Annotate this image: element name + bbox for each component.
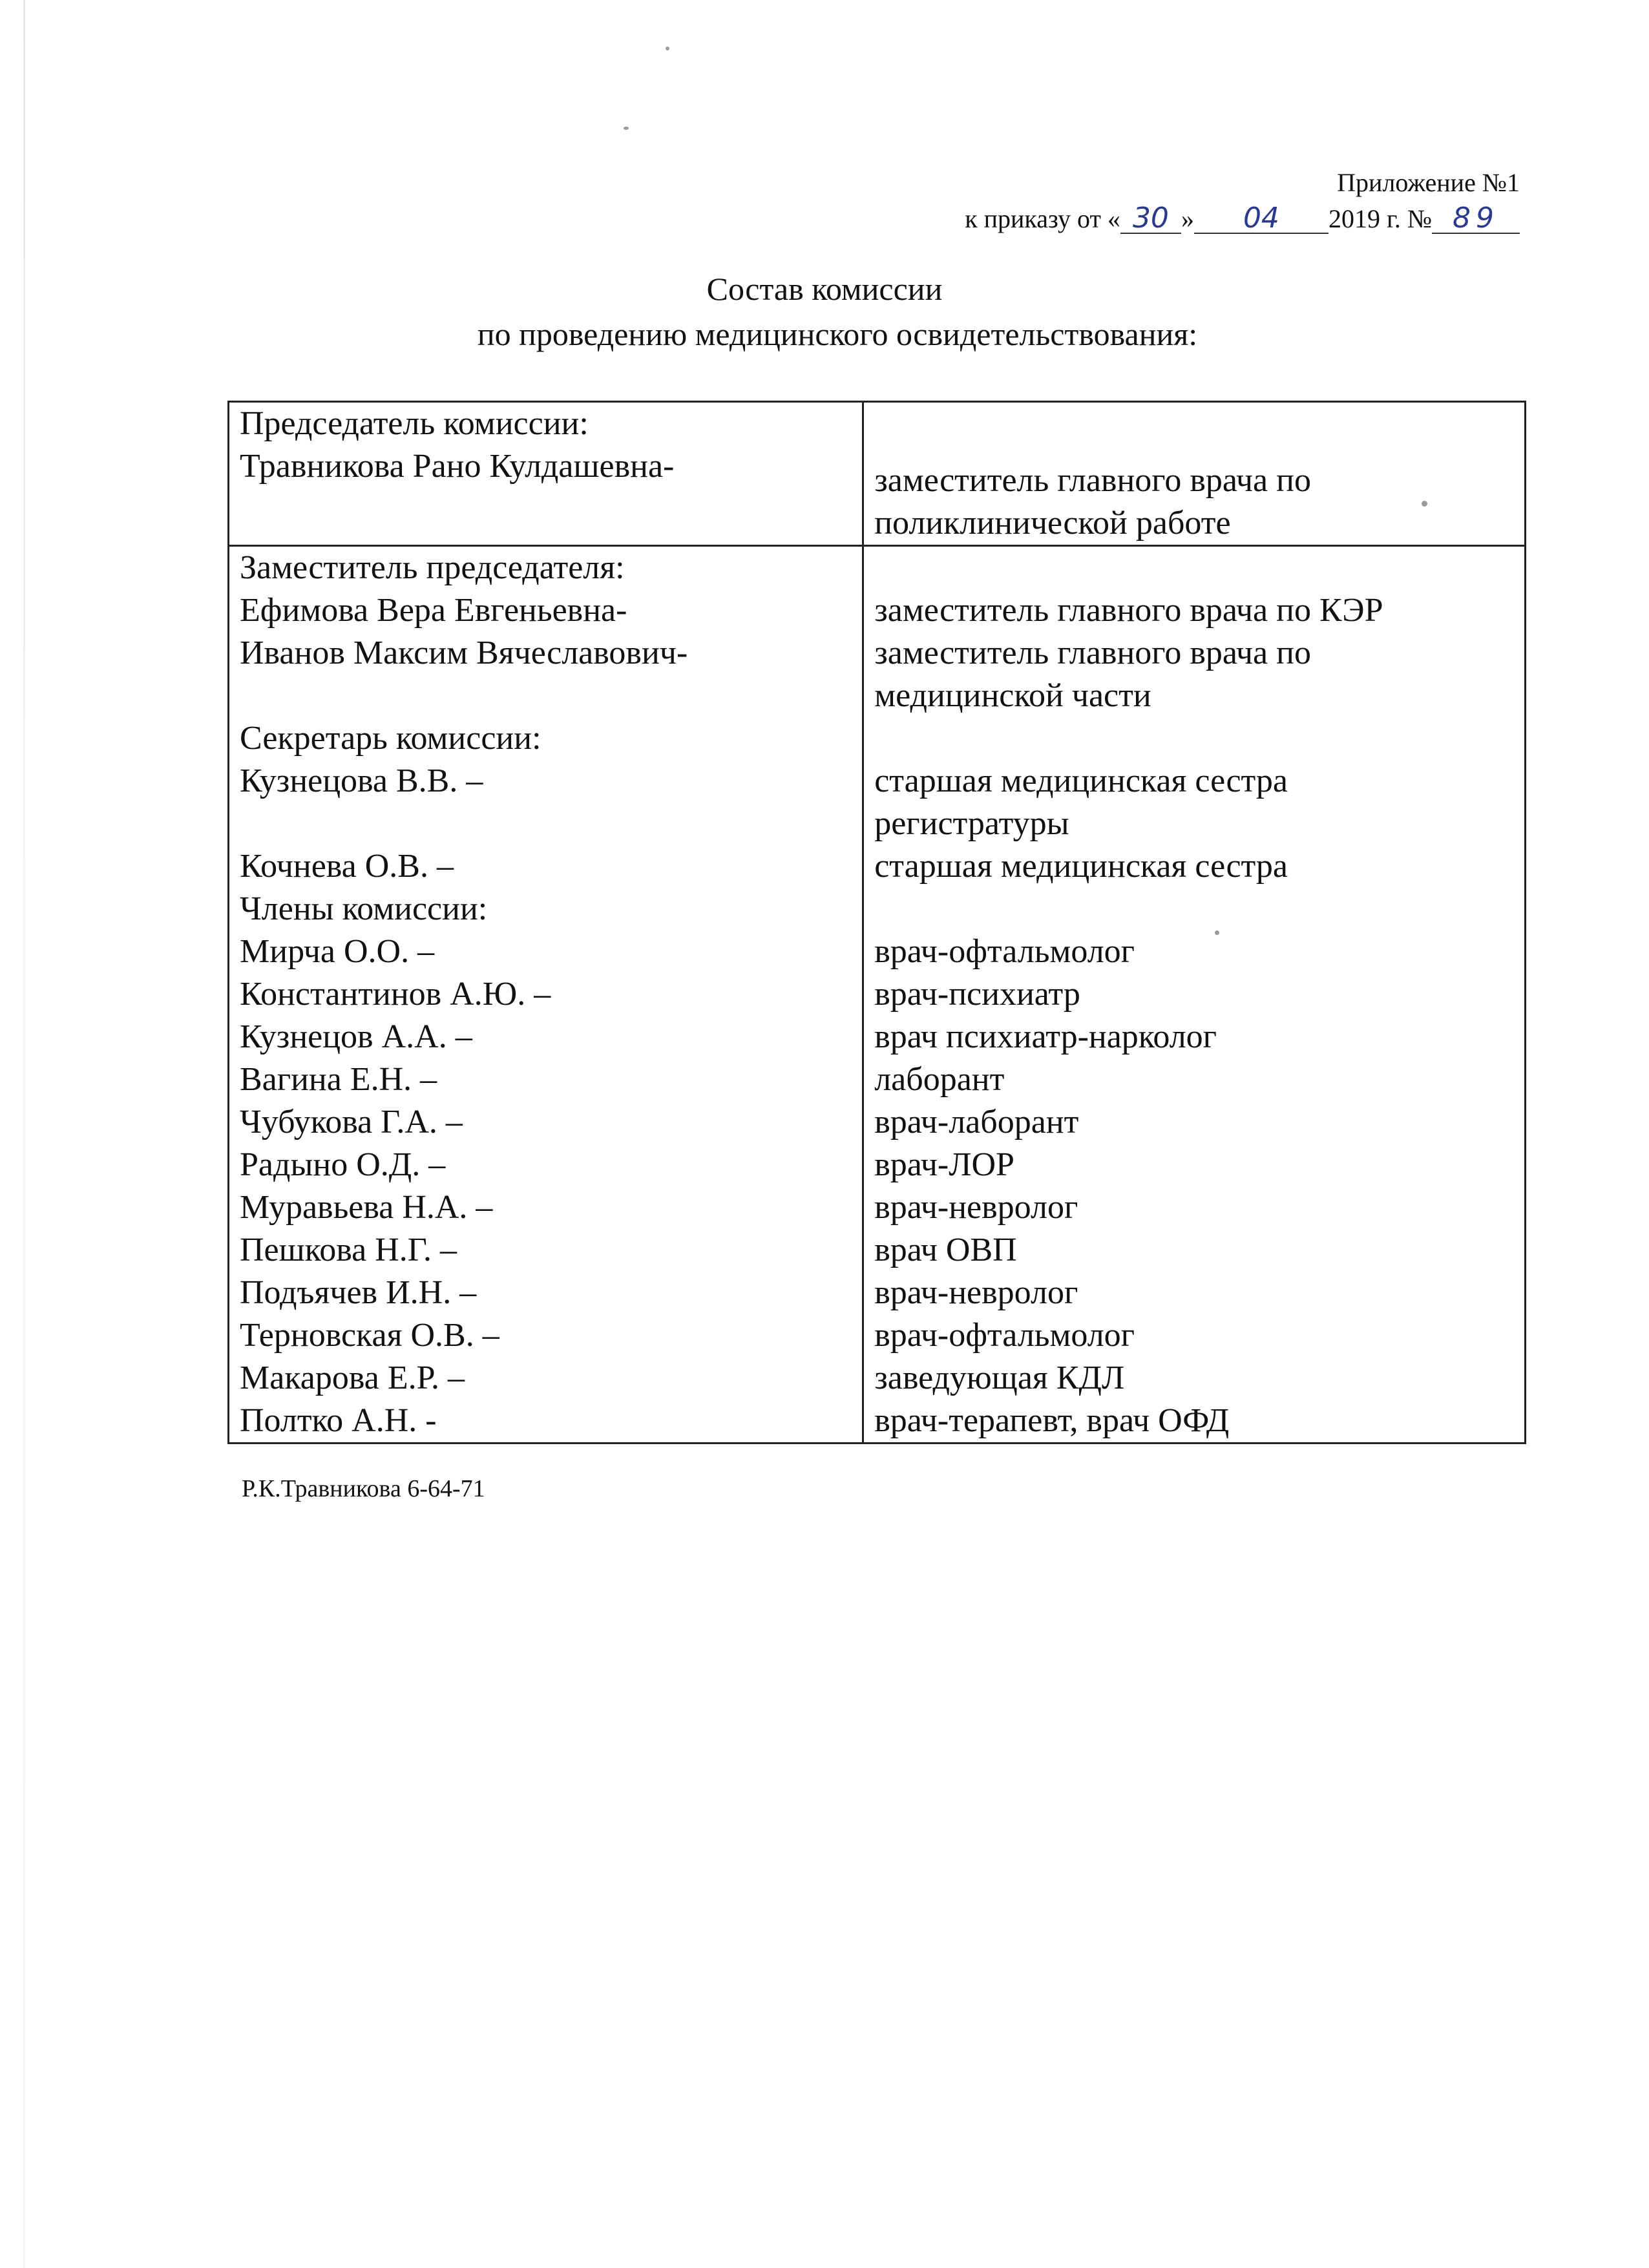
table-line: Мирча О.О. – bbox=[240, 933, 435, 970]
order-year: 2019 г. № bbox=[1328, 204, 1432, 233]
table-line: Пешкова Н.Г. – bbox=[240, 1232, 457, 1268]
table-line: Кочнева О.В. – bbox=[240, 848, 454, 885]
table-line: Вагина Е.Н. – bbox=[240, 1061, 437, 1098]
scan-speck bbox=[666, 47, 669, 50]
table-line: Кузнецов А.А. – bbox=[240, 1018, 472, 1055]
scan-speck bbox=[624, 127, 629, 130]
table-line bbox=[240, 803, 852, 845]
table-line: врач ОВП bbox=[874, 1232, 1017, 1268]
member-names-cell bbox=[229, 546, 863, 1444]
table-line: Радыно О.Д. – bbox=[240, 1146, 446, 1183]
title-line-2: по проведению медицинского освидетельствования: bbox=[477, 316, 1198, 352]
table-line: старшая медицинская сестра bbox=[874, 848, 1288, 885]
table-line: Полтко А.Н. - bbox=[240, 1402, 437, 1439]
table-line: Члены комиссии: bbox=[240, 890, 488, 927]
table-line: врач-офтальмолог bbox=[874, 1317, 1135, 1354]
order-reference-line bbox=[965, 201, 1520, 237]
table-line: поликлинической работе bbox=[874, 505, 1231, 541]
table-line: Ефимова Вера Евгеньевна- bbox=[240, 592, 627, 629]
appendix-label: Приложение №1 bbox=[1337, 168, 1520, 197]
table-line bbox=[240, 675, 852, 717]
contact-footer: Р.К.Травникова 6-64-71 bbox=[242, 1475, 485, 1502]
table-line: Кузнецова В.В. – bbox=[240, 762, 483, 799]
table-line: заместитель главного врача по bbox=[874, 462, 1311, 499]
commission-table bbox=[227, 401, 1526, 1444]
table-line bbox=[874, 888, 1514, 930]
table-line: врач-лаборант bbox=[874, 1104, 1079, 1140]
table-line: врач-терапевт, врач ОФД bbox=[874, 1402, 1230, 1439]
table-line: Иванов Максим Вячеславович- bbox=[240, 635, 688, 671]
table-line: заместитель главного врача по КЭР bbox=[874, 592, 1383, 629]
table-line: лаборант bbox=[874, 1061, 1005, 1098]
table-line: Заместитель председателя: bbox=[240, 549, 625, 586]
table-line: Чубукова Г.А. – bbox=[240, 1104, 463, 1140]
table-line bbox=[874, 717, 1514, 760]
table-line: заместитель главного врача по bbox=[874, 635, 1311, 671]
order-day-handwritten: 30 bbox=[1120, 204, 1181, 234]
table-line: врач-ЛОР bbox=[874, 1146, 1014, 1183]
table-line: врач-невролог bbox=[874, 1189, 1078, 1226]
chairman-names-cell bbox=[229, 402, 863, 546]
document-title bbox=[0, 266, 1649, 357]
table-row-members bbox=[229, 546, 1526, 1444]
table-line bbox=[874, 547, 1514, 589]
order-number-handwritten: 89 bbox=[1432, 204, 1520, 234]
table-line: врач психиатр-нарколог bbox=[874, 1018, 1217, 1055]
member-positions-cell bbox=[863, 546, 1526, 1444]
table-line: Макарова Е.Р. – bbox=[240, 1360, 465, 1396]
table-line: врач-психиатр bbox=[874, 976, 1080, 1013]
table-line: медицинской части bbox=[874, 677, 1151, 714]
table-line: Константинов А.Ю. – bbox=[240, 976, 551, 1013]
order-month-handwritten: 04 bbox=[1194, 204, 1329, 234]
table-line: регистратуры bbox=[874, 805, 1069, 842]
order-mid: » bbox=[1181, 204, 1194, 233]
table-line bbox=[874, 445, 1514, 459]
table-line: Терновская О.В. – bbox=[240, 1317, 499, 1354]
table-line: врач-офтальмолог bbox=[874, 933, 1135, 970]
title-line-1: Состав комиссии bbox=[706, 271, 943, 307]
table-line: Секретарь комиссии: bbox=[240, 720, 541, 757]
table-line: Муравьева Н.А. – bbox=[240, 1189, 493, 1226]
table-line: Травникова Рано Кулдашевна- bbox=[240, 448, 675, 485]
table-line: старшая медицинская сестра bbox=[874, 762, 1288, 799]
order-reference-header bbox=[965, 165, 1520, 237]
table-line: врач-невролог bbox=[874, 1274, 1078, 1311]
table-line bbox=[874, 403, 1514, 445]
table-line: заведующая КДЛ bbox=[874, 1360, 1125, 1396]
table-line: Подъячев И.Н. – bbox=[240, 1274, 477, 1311]
table-line: Председатель комиссии: bbox=[240, 405, 589, 442]
order-prefix: к приказу от « bbox=[965, 204, 1120, 233]
chairman-positions-cell bbox=[863, 402, 1526, 546]
table-row-chairman bbox=[229, 402, 1526, 546]
